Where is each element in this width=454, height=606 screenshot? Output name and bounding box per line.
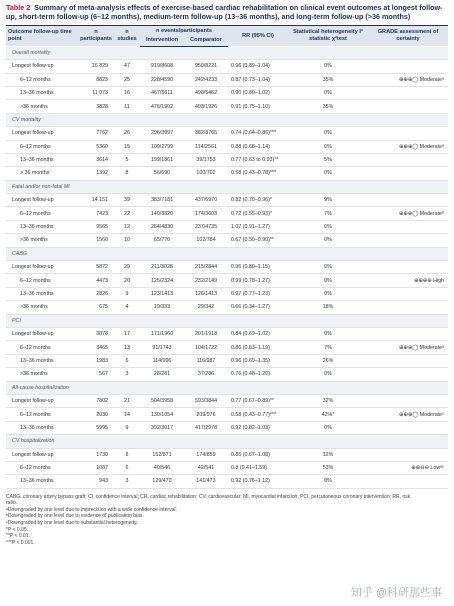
participants-cell: 7802 (78, 394, 114, 407)
footnote: ᵇDowngraded by one level due to evidence of publication bias. (6, 513, 144, 520)
comparator-cell: 232/2149 (184, 274, 228, 287)
rr-cell: 0.72 (0.55–0.93)* (228, 207, 288, 220)
studies-cell: 39 (114, 194, 140, 207)
timepoint-cell: Longest follow-up (6, 127, 78, 140)
grade-cell: ⊕⊕⊕◯ Moderateᵃ (368, 140, 448, 153)
intervention-cell: 125/2324 (140, 274, 184, 287)
comparator-cell: 174/3603 (184, 207, 228, 220)
rr-cell: 0.82 (0.70–0.96)* (228, 194, 288, 207)
heterogeneity-cell: 0% (288, 287, 368, 300)
studies-cell: 12 (114, 220, 140, 233)
grade-cell (368, 60, 448, 73)
timepoint-cell: >36 months (6, 100, 78, 113)
studies-cell: 20 (114, 274, 140, 287)
participants-cell: 943 (78, 475, 114, 488)
header-n-participants: n participants (78, 26, 114, 47)
header-grade: GRADE assessment of certainty (368, 26, 448, 47)
intervention-cell: 65/776 (140, 234, 184, 247)
rr-cell: 0.67 (0.50–0.90)** (228, 234, 288, 247)
rr-cell: 0.66 (0.34–1.27) (228, 301, 288, 314)
intervention-cell: 476/1902 (140, 100, 184, 113)
section-row (6, 113, 448, 126)
rr-cell: 0.92 (0.76–1.12) (228, 475, 288, 488)
participants-cell: 11 073 (78, 86, 114, 99)
footnote: ᵃDowngraded by one level due to imprecision with a wide confidence interval. (6, 506, 177, 513)
section-row (6, 180, 448, 193)
grade-cell (368, 354, 448, 367)
rr-cell: 0.90 (0.80–1.02) (228, 86, 288, 99)
participants-cell: 3614 (78, 153, 114, 166)
table-row (6, 448, 448, 461)
timepoint-cell: >36 months (6, 368, 78, 381)
heterogeneity-cell: 7% (288, 341, 368, 354)
table-row (6, 153, 448, 166)
header-intervention: Intervention (140, 37, 184, 46)
heterogeneity-cell: 0% (288, 475, 368, 488)
results-table (6, 25, 448, 488)
footnote: ᶜDowngraded by one level due to substantial heterogeneity. (6, 520, 138, 527)
timepoint-cell: 6–12 months (6, 207, 78, 220)
grade-cell (368, 153, 448, 166)
grade-cell: ⊕⊕⊕◯ Moderateᶜ (368, 408, 448, 421)
section-row (6, 435, 448, 448)
studies-cell: 15 (114, 140, 140, 153)
comparator-cell: 114/2561 (184, 140, 228, 153)
table-row (6, 167, 448, 180)
table-row (6, 368, 448, 381)
grade-cell (368, 448, 448, 461)
heterogeneity-cell: 53% (288, 461, 368, 474)
table-row (6, 327, 448, 340)
grade-cell (368, 220, 448, 233)
grade-cell (368, 127, 448, 140)
participants-cell: 7423 (78, 207, 114, 220)
studies-cell: 17 (114, 327, 140, 340)
timepoint-cell: >36 months (6, 301, 78, 314)
studies-cell: 3 (114, 475, 140, 488)
rr-cell: 0.58 (0.43–0.78)*** (228, 167, 288, 180)
table-row (6, 274, 448, 287)
participants-cell: 16 829 (78, 60, 114, 73)
comparator-cell: 498/5462 (184, 86, 228, 99)
timepoint-cell: Longest follow-up (6, 327, 78, 340)
studies-cell: 8 (114, 448, 140, 461)
studies-cell: 11 (114, 100, 140, 113)
heterogeneity-cell: 0% (288, 234, 368, 247)
intervention-cell: 467/5611 (140, 86, 184, 99)
grade-cell (368, 475, 448, 488)
comparator-cell: 126/1413 (184, 287, 228, 300)
studies-cell: 5 (114, 153, 140, 166)
comparator-cell: 237/4735 (184, 220, 228, 233)
intervention-cell: 392/3017 (140, 421, 184, 434)
participants-cell: 7762 (78, 127, 114, 140)
heterogeneity-cell: 12% (288, 448, 368, 461)
rr-cell: 0.58 (0.43–0.77)*** (228, 408, 288, 421)
grade-cell (368, 394, 448, 407)
intervention-cell: 19/333 (140, 301, 184, 314)
comparator-cell: 39/1753 (184, 153, 228, 166)
timepoint-cell: 13–36 months (6, 153, 78, 166)
heterogeneity-cell: 0% (288, 261, 368, 274)
grade-cell: ⊕⊕⊕⊕ High (368, 274, 448, 287)
participants-cell: 1730 (78, 448, 114, 461)
footnote: ratio. (6, 500, 18, 507)
participants-cell: 9565 (78, 220, 114, 233)
comparator-cell: 417/2978 (184, 421, 228, 434)
heterogeneity-cell: 7% (288, 207, 368, 220)
studies-cell: 47 (114, 60, 140, 73)
table-row (6, 100, 448, 113)
grade-cell (368, 167, 448, 180)
rr-cell: 0.87 (0.73–1.04) (228, 73, 288, 86)
rr-cell: 0.96 (0.89–1.04) (228, 60, 288, 73)
rr-cell: 0.96 (0.69–1.35) (228, 354, 288, 367)
table-caption (6, 4, 448, 21)
heterogeneity-cell: 0% (288, 127, 368, 140)
header-n-studies: n studies (114, 26, 140, 47)
heterogeneity-cell: 26% (288, 354, 368, 367)
grade-cell (368, 327, 448, 340)
studies-cell: 29 (114, 261, 140, 274)
timepoint-cell: Longest follow-up (6, 394, 78, 407)
participants-cell: 5360 (78, 140, 114, 153)
rr-cell: 0.77 (0.63 to 0.93)** (228, 153, 288, 166)
grade-cell (368, 287, 448, 300)
rr-cell: 0.8 (0.41–1.59) (228, 461, 288, 474)
table-row (6, 475, 448, 488)
table-row (6, 86, 448, 99)
comparator-cell: 201/1918 (184, 327, 228, 340)
participants-cell: 1560 (78, 234, 114, 247)
timepoint-cell: 13–36 months (6, 354, 78, 367)
comparator-cell: 141/473 (184, 475, 228, 488)
comparator-cell: 42/541 (184, 461, 228, 474)
studies-cell: 8 (114, 167, 140, 180)
intervention-cell: 211/3028 (140, 261, 184, 274)
timepoint-cell: 6–12 months (6, 341, 78, 354)
participants-cell: 3465 (78, 341, 114, 354)
studies-cell: 6 (114, 461, 140, 474)
grade-cell: ⊕⊕⊕◯ Moderateᵇ (368, 207, 448, 220)
watermark: 知乎 @科研那些事 (350, 587, 442, 599)
table-row (6, 207, 448, 220)
intervention-cell: 199/1861 (140, 153, 184, 166)
participants-cell: 3878 (78, 327, 114, 340)
table-row (6, 408, 448, 421)
intervention-cell: 296/3997 (140, 127, 184, 140)
studies-cell: 9 (114, 287, 140, 300)
intervention-cell: 264/4830 (140, 220, 184, 233)
rr-cell: 0.91 (0.75–1.10) (228, 100, 288, 113)
footnote: ***P < 0.001. (6, 539, 35, 546)
table-row (6, 394, 448, 407)
participants-cell: 1983 (78, 354, 114, 367)
participants-cell: 567 (78, 368, 114, 381)
section-title: Overall mortality (6, 46, 448, 59)
grade-cell (368, 261, 448, 274)
studies-cell: 4 (114, 301, 140, 314)
heterogeneity-cell: 9% (288, 194, 368, 207)
timepoint-cell: 13–36 months (6, 287, 78, 300)
heterogeneity-cell: 18% (288, 301, 368, 314)
comparator-cell: 950/8221 (184, 60, 228, 73)
intervention-cell: 109/2799 (140, 140, 184, 153)
timepoint-cell: 13–36 months (6, 421, 78, 434)
intervention-cell: 152/871 (140, 448, 184, 461)
comparator-cell: 174/859 (184, 448, 228, 461)
header-outcome: Outcome follow-up time point (6, 26, 78, 47)
timepoint-cell: 13–36 months (6, 475, 78, 488)
intervention-cell: 123/1413 (140, 287, 184, 300)
section-title: All-cause hospitalization (6, 381, 448, 394)
grade-cell (368, 100, 448, 113)
footnote: **P < 0.01. (6, 533, 30, 540)
timepoint-cell: 6–12 months (6, 274, 78, 287)
grade-cell (368, 368, 448, 381)
heterogeneity-cell: 42%* (288, 408, 368, 421)
rr-cell: 0.88 (0.68–1.14) (228, 140, 288, 153)
participants-cell: 5995 (78, 421, 114, 434)
heterogeneity-cell: 0% (288, 421, 368, 434)
comparator-cell: 104/1722 (184, 341, 228, 354)
table-row (6, 461, 448, 474)
timepoint-cell: Longest follow-up (6, 194, 78, 207)
header-rr: RR (95% CI) (228, 26, 288, 47)
rr-cell: 0.74 (0.64–0.86)*** (228, 127, 288, 140)
timepoint-cell: 6–12 months (6, 73, 78, 86)
table-row (6, 220, 448, 233)
timepoint-cell: 6–12 months (6, 408, 78, 421)
studies-cell: 14 (114, 408, 140, 421)
heterogeneity-cell: 35% (288, 73, 368, 86)
timepoint-cell: Longest follow-up (6, 448, 78, 461)
studies-cell: 16 (114, 86, 140, 99)
table-row (6, 301, 448, 314)
section-title: PCI (6, 314, 448, 327)
studies-cell: 13 (114, 341, 140, 354)
studies-cell: 3 (114, 368, 140, 381)
heterogeneity-cell: 5% (288, 153, 368, 166)
section-row (6, 381, 448, 394)
grade-cell (368, 421, 448, 434)
heterogeneity-cell: 35% (288, 100, 368, 113)
participants-cell: 4473 (78, 274, 114, 287)
table-row (6, 60, 448, 73)
timepoint-cell: >36 months (6, 234, 78, 247)
rr-cell: 0.92 (0.82–1.03) (228, 421, 288, 434)
comparator-cell: 437/6970 (184, 194, 228, 207)
intervention-cell: 129/470 (140, 475, 184, 488)
section-row (6, 314, 448, 327)
comparator-cell: 209/976 (184, 408, 228, 421)
rr-cell: 0.96 (0.80–1.15) (228, 261, 288, 274)
timepoint-cell: 13–36 months (6, 86, 78, 99)
heterogeneity-cell: 0% (288, 220, 368, 233)
table-footnotes (6, 494, 448, 547)
heterogeneity-cell: 0% (288, 167, 368, 180)
intervention-cell: 28/281 (140, 368, 184, 381)
intervention-cell: 919/8608 (140, 60, 184, 73)
comparator-cell: 100/702 (184, 167, 228, 180)
timepoint-cell: 6–12 months (6, 140, 78, 153)
heterogeneity-cell: 0% (288, 368, 368, 381)
rr-cell: 0.76 (0.48–1.20) (228, 368, 288, 381)
intervention-cell: 114/996 (140, 354, 184, 367)
timepoint-cell: 13–36 months (6, 220, 78, 233)
comparator-cell: 593/3844 (184, 394, 228, 407)
rr-cell: 0.86 (0.63–1.19) (228, 341, 288, 354)
section-title: CABG (6, 247, 448, 260)
header-comparator: Comparator (184, 37, 228, 46)
rr-cell: 1.07 (0.91–1.27) (228, 220, 288, 233)
header-events-group: n events/participants (140, 26, 228, 37)
studies-cell: 6 (114, 354, 140, 367)
table-row (6, 341, 448, 354)
heterogeneity-cell: 32% (288, 394, 368, 407)
participants-cell: 5872 (78, 261, 114, 274)
grade-cell: ⊕⊕⊖⊖ Lowᵃᶜ (368, 461, 448, 474)
grade-cell (368, 301, 448, 314)
intervention-cell: 140/3820 (140, 207, 184, 220)
comparator-cell: 116/987 (184, 354, 228, 367)
grade-cell: ⊕⊕⊕◯ Moderateᵃ (368, 73, 448, 86)
participants-cell: 1087 (78, 461, 114, 474)
rr-cell: 0.97 (0.77–1.23) (228, 287, 288, 300)
section-row (6, 46, 448, 59)
intervention-cell: 56/690 (140, 167, 184, 180)
header-heterogeneity: Statistical heterogeneity I² statistic χ²test (288, 26, 368, 47)
studies-cell: 25 (114, 73, 140, 86)
section-title: Fatal and/or non-fatal MI (6, 180, 448, 193)
intervention-cell: 130/1054 (140, 408, 184, 421)
table-row (6, 354, 448, 367)
intervention-cell: 383/7181 (140, 194, 184, 207)
studies-cell: 21 (114, 394, 140, 407)
footnote: *P < 0.05. (6, 526, 29, 533)
grade-cell (368, 86, 448, 99)
studies-cell: 9 (114, 421, 140, 434)
grade-cell: ⊕⊕⊕◯ Moderateᵃ (368, 341, 448, 354)
timepoint-cell: > 36 months (6, 167, 78, 180)
rr-cell: 0.85 (0.67–1.08) (228, 448, 288, 461)
rr-cell: 0.99 (0.78–1.27) (228, 274, 288, 287)
intervention-cell: 171/1960 (140, 327, 184, 340)
comparator-cell: 215/2844 (184, 261, 228, 274)
studies-cell: 26 (114, 127, 140, 140)
participants-cell: 1392 (78, 167, 114, 180)
intervention-cell: 504/3958 (140, 394, 184, 407)
intervention-cell: 228/4590 (140, 73, 184, 86)
heterogeneity-cell: 0% (288, 327, 368, 340)
heterogeneity-cell: 0% (288, 274, 368, 287)
participants-cell: 3828 (78, 100, 114, 113)
heterogeneity-cell: 0% (288, 60, 368, 73)
footnote: CABG, coronary artery bypass graft; CI, confidence interval; CR, cardiac rehabilitation; CV, cardiovascular; MI, myocardial infarction; PCI, percutaneous coronary intervention; RR, risk (6, 493, 411, 500)
participants-cell: 675 (78, 301, 114, 314)
heterogeneity-cell: 0% (288, 86, 368, 99)
table-row (6, 194, 448, 207)
grade-cell (368, 194, 448, 207)
comparator-cell: 37/286 (184, 368, 228, 381)
participants-cell: 2826 (78, 287, 114, 300)
studies-cell: 22 (114, 207, 140, 220)
section-row (6, 247, 448, 260)
comparator-cell: 102/784 (184, 234, 228, 247)
intervention-cell: 91/1743 (140, 341, 184, 354)
timepoint-cell: Longest follow-up (6, 261, 78, 274)
participants-cell: 14 151 (78, 194, 114, 207)
section-title: CV mortality (6, 113, 448, 126)
timepoint-cell: Longest follow-up (6, 60, 78, 73)
comparator-cell: 382/3765 (184, 127, 228, 140)
comparator-cell: 242/4233 (184, 73, 228, 86)
table-row (6, 140, 448, 153)
comparator-cell: 493/1926 (184, 100, 228, 113)
timepoint-cell: 6–12 months (6, 461, 78, 474)
table-row (6, 73, 448, 86)
heterogeneity-cell: 0% (288, 140, 368, 153)
table-body (6, 46, 448, 488)
section-title: CV hospitalization (6, 435, 448, 448)
intervention-cell: 40/546 (140, 461, 184, 474)
participants-cell: 2030 (78, 408, 114, 421)
studies-cell: 10 (114, 234, 140, 247)
table-row (6, 234, 448, 247)
grade-cell (368, 234, 448, 247)
comparator-cell: 29/342 (184, 301, 228, 314)
rr-cell: 0.77 (0.67–0.89)** (228, 394, 288, 407)
table-label: Table 2 (6, 3, 31, 12)
table-row (6, 261, 448, 274)
table-row (6, 287, 448, 300)
table-row (6, 421, 448, 434)
rr-cell: 0.84 (0.69–1.02) (228, 327, 288, 340)
table-title: Summary of meta-analysis effects of exercise-based cardiac rehabilitation on clinical event outcomes at longest follow-up, short-term follow-up (6–12 months), medium-term follow-up (13–36 months), and long-term follow-up (>36 months) (6, 3, 443, 21)
table-row (6, 127, 448, 140)
participants-cell: 8823 (78, 73, 114, 86)
